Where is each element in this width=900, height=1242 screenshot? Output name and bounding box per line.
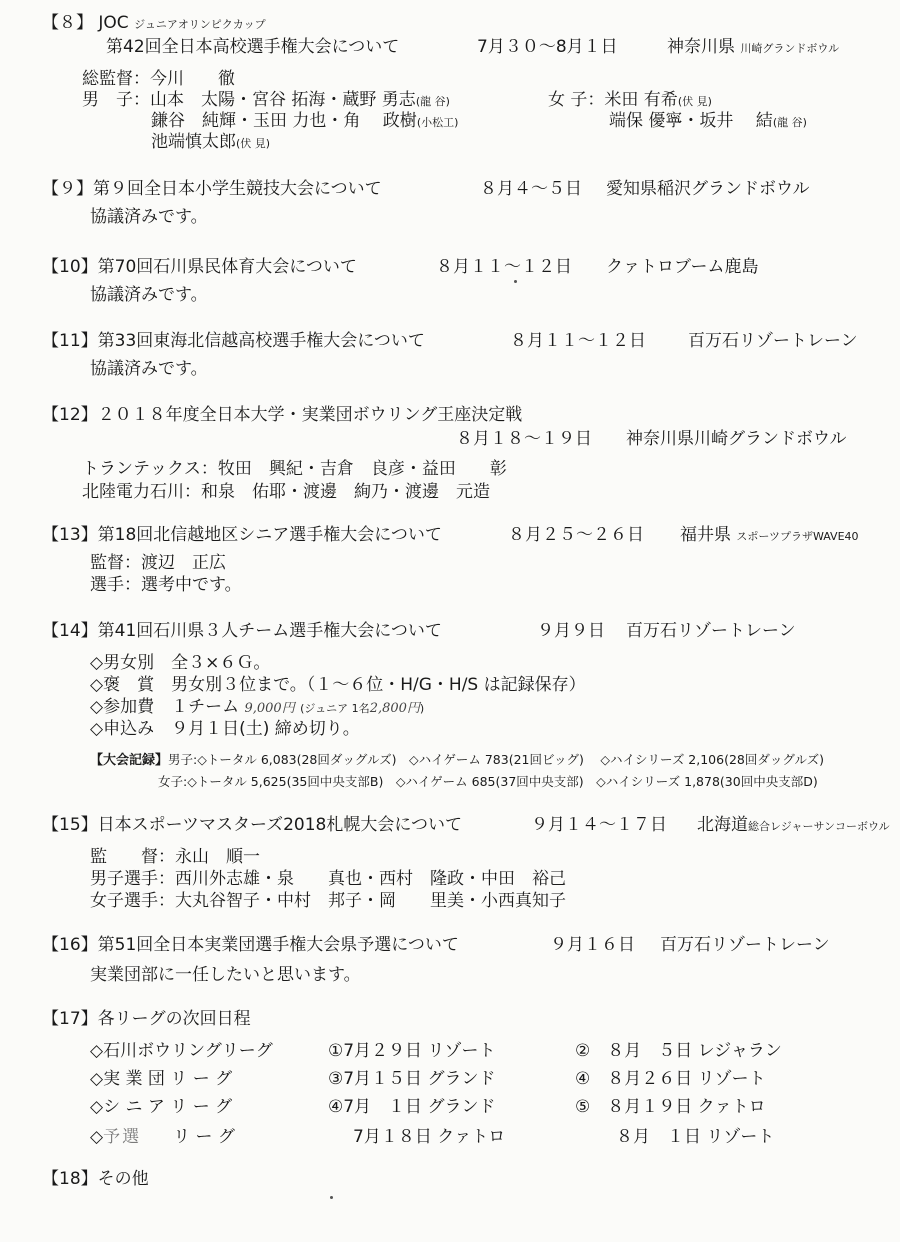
league-row-2-name: ◇実 業 団 リ ー グ — [90, 1069, 233, 1089]
section-15-coach: 監 督：永山 順一 — [90, 847, 260, 867]
record-male: 男子:◇トータル 6,083(28回ダッグルズ) ◇ハイゲーム 783(21回ビッグ) ◇ハイシリーズ 2,106(28回ダッグルズ) — [168, 752, 824, 767]
league-row-3-name: ◇シ ニ ア リ ー グ — [90, 1097, 233, 1117]
section-14-title: 【14】第41回石川県３人チーム選手権大会について — [42, 621, 442, 641]
boys-names-2: 鎌谷 純輝・玉田 力也・角 政樹 — [151, 111, 417, 131]
boys-names-1: 男 子：山本 太陽・宮谷 拓海・蔵野 勇志 — [82, 90, 416, 110]
section-12-date: ８月１８～１９日 — [456, 429, 592, 449]
team-trantex: トランテックス：牧田 興紀・吉倉 良彦・益田 彰 — [82, 459, 507, 479]
section-15-venue — [697, 814, 890, 838]
award-bullet: ◇褒 賞 男女別３位まで。（１～６位・H/G・H/S は記録保存） — [90, 675, 586, 695]
league-row-4-prefix: ◇ — [90, 1127, 104, 1147]
section-10-date: ８月１１～１２日 — [436, 257, 572, 277]
league-row-3-next: ④7月 １日 グランド — [328, 1097, 496, 1117]
section-8-venue-main: 神奈川県 — [667, 37, 735, 57]
section-11-venue: 百万石リゾートレーン — [688, 331, 858, 351]
section-12-venue: 神奈川県川崎グランドボウル — [626, 429, 847, 449]
section-9-venue: 愛知県稲沢グランドボウル — [606, 179, 810, 199]
fee-junior-close: ) — [419, 702, 425, 715]
fee-bullet — [90, 696, 424, 720]
section-15-date: ９月１４～１７日 — [531, 815, 667, 835]
section-13-venue-small: スポーツプラザWAVE40 — [736, 530, 859, 543]
section-8-date: 7月３０～8月１日 — [477, 37, 618, 57]
section-11-date: ８月１１～１２日 — [510, 331, 646, 351]
section-13-venue-main: 福井県 — [680, 525, 731, 545]
boys-names-3: 池端慎太郎 — [151, 132, 236, 152]
girls-names-2: 端保 優寧・坂井 結 — [609, 111, 773, 131]
league-row-1-following: ② ８月 ５日 レジャラン — [575, 1041, 782, 1061]
section-16-date: ９月１６日 — [550, 935, 635, 955]
girls-line-2 — [609, 110, 807, 134]
format-bullet: ◇男女別 全３×６Ｇ。 — [90, 653, 271, 673]
boys-school-1: (龍 谷) — [415, 95, 450, 108]
section-13-venue — [680, 524, 859, 548]
record-label: 【大会記録】 — [90, 753, 169, 768]
fee-junior-handwritten: 2,800円 — [369, 701, 420, 716]
record-male-line — [90, 748, 824, 772]
fee-junior-label: (ジュニア 1名 — [300, 702, 370, 715]
section-9-date: ８月４～５日 — [480, 179, 582, 199]
section-11-title: 【11】第33回東海北信越高校選手権大会について — [42, 331, 425, 351]
deadline-bullet: ◇申込み ９月１日(土) 締め切り。 — [90, 719, 360, 739]
league-row-2-next: ③7月１５日 グランド — [328, 1069, 496, 1089]
section-10-venue: クァトロブーム鹿島 — [606, 257, 759, 277]
section-13-date: ８月２５～２６日 — [508, 525, 644, 545]
girls-school-1: (伏 見) — [677, 95, 712, 108]
league-row-4-name — [90, 1126, 235, 1148]
section-8-header — [42, 12, 266, 36]
league-row-2-following: ④ ８月２６日 リゾート — [575, 1069, 766, 1089]
section-15-men: 男子選手：西川外志雄・泉 真也・西村 隆政・中田 裕己 — [90, 869, 566, 889]
section-10-title: 【10】第70回石川県民体育大会について — [42, 257, 357, 277]
league-row-4-next: 7月１８日 クァトロ — [353, 1127, 506, 1147]
fee-team-handwritten: 9,000円 — [244, 701, 295, 716]
league-row-1-name: ◇石川ボウリングリーグ — [90, 1041, 273, 1061]
section-13-coach: 監督：渡辺 正広 — [90, 553, 226, 573]
section-10-note: 協議済みです。 — [90, 285, 208, 305]
section-16-venue: 百万石リゾートレーン — [660, 935, 830, 955]
record-female: 女子:◇トータル 5,625(35回中央支部B) ◇ハイゲーム 685(37回中央支部) ◇ハイシリーズ 1,878(30回中央支部D) — [158, 774, 818, 789]
boys-school-2: (小松工) — [416, 116, 459, 129]
section-15-venue-main: 北海道 — [697, 815, 748, 835]
team-hokuriku-denryoku: 北陸電力石川：和泉 佑耶・渡邊 絢乃・渡邊 元造 — [82, 482, 490, 502]
section-15-women: 女子選手：大丸谷智子・中村 邦子・岡 里美・小西真知子 — [90, 891, 566, 911]
section-14-venue: 百万石リゾートレーン — [626, 621, 796, 641]
league-row-4-following: ８月 １日 リゾート — [616, 1127, 775, 1147]
section-8-venue — [667, 36, 839, 60]
record-female-line — [158, 770, 818, 793]
section-9-title: 【９】第９回全日本小学生競技大会について — [42, 179, 382, 199]
boys-school-3: (伏 見) — [236, 137, 271, 150]
head-coach-line: 総監督：今川 徹 — [82, 69, 235, 89]
section-17-title: 【17】各リーグの次回日程 — [42, 1009, 251, 1029]
section-16-title: 【16】第51回全日本実業団選手権大会県予選について — [42, 935, 459, 955]
league-row-3-following: ⑤ ８月１９日 クァトロ — [575, 1097, 766, 1117]
section-11-note: 協議済みです。 — [90, 359, 208, 379]
section-12-title: 【12】２０１８年度全日本大学・実業団ボウリング王座決定戦 — [42, 405, 523, 425]
joc-subtitle: ジュニアオリンピクカップ — [134, 18, 266, 31]
section-14-date: ９月９日 — [537, 621, 605, 641]
boys-line-3 — [151, 131, 270, 155]
scan-speck — [330, 1196, 333, 1199]
section-16-note: 実業団部に一任したいと思います。 — [90, 965, 361, 985]
section-15-title: 【15】日本スポーツマスターズ2018札幌大会について — [42, 815, 463, 835]
section-8-venue-small: 川崎グランドボウル — [740, 42, 840, 55]
scan-speck — [514, 280, 517, 283]
joc-label: JOC — [98, 13, 129, 33]
section-15-venue-small: 総合レジャーサンコーボウル — [748, 820, 890, 833]
section-13-players: 選手：選考中です。 — [90, 575, 242, 595]
league-row-4-handwritten: 予選 — [103, 1127, 142, 1147]
fee-label: ◇参加費 １チーム — [90, 697, 240, 717]
league-row-1-next: ①7月２９日 リゾート — [328, 1041, 496, 1061]
section-18-title: 【18】その他 — [42, 1169, 149, 1189]
section-8-number: 【８】 — [42, 13, 93, 33]
section-9-note: 協議済みです。 — [90, 207, 208, 227]
section-8-title: 第42回全日本高校選手権大会について — [106, 37, 400, 57]
section-13-title: 【13】第18回北信越地区シニア選手権大会について — [42, 525, 442, 545]
girls-school-2: (龍 谷) — [772, 116, 807, 129]
girls-names-1: 女 子：米田 有希 — [548, 90, 678, 110]
league-row-4-suffix: リ ー グ — [173, 1127, 235, 1147]
